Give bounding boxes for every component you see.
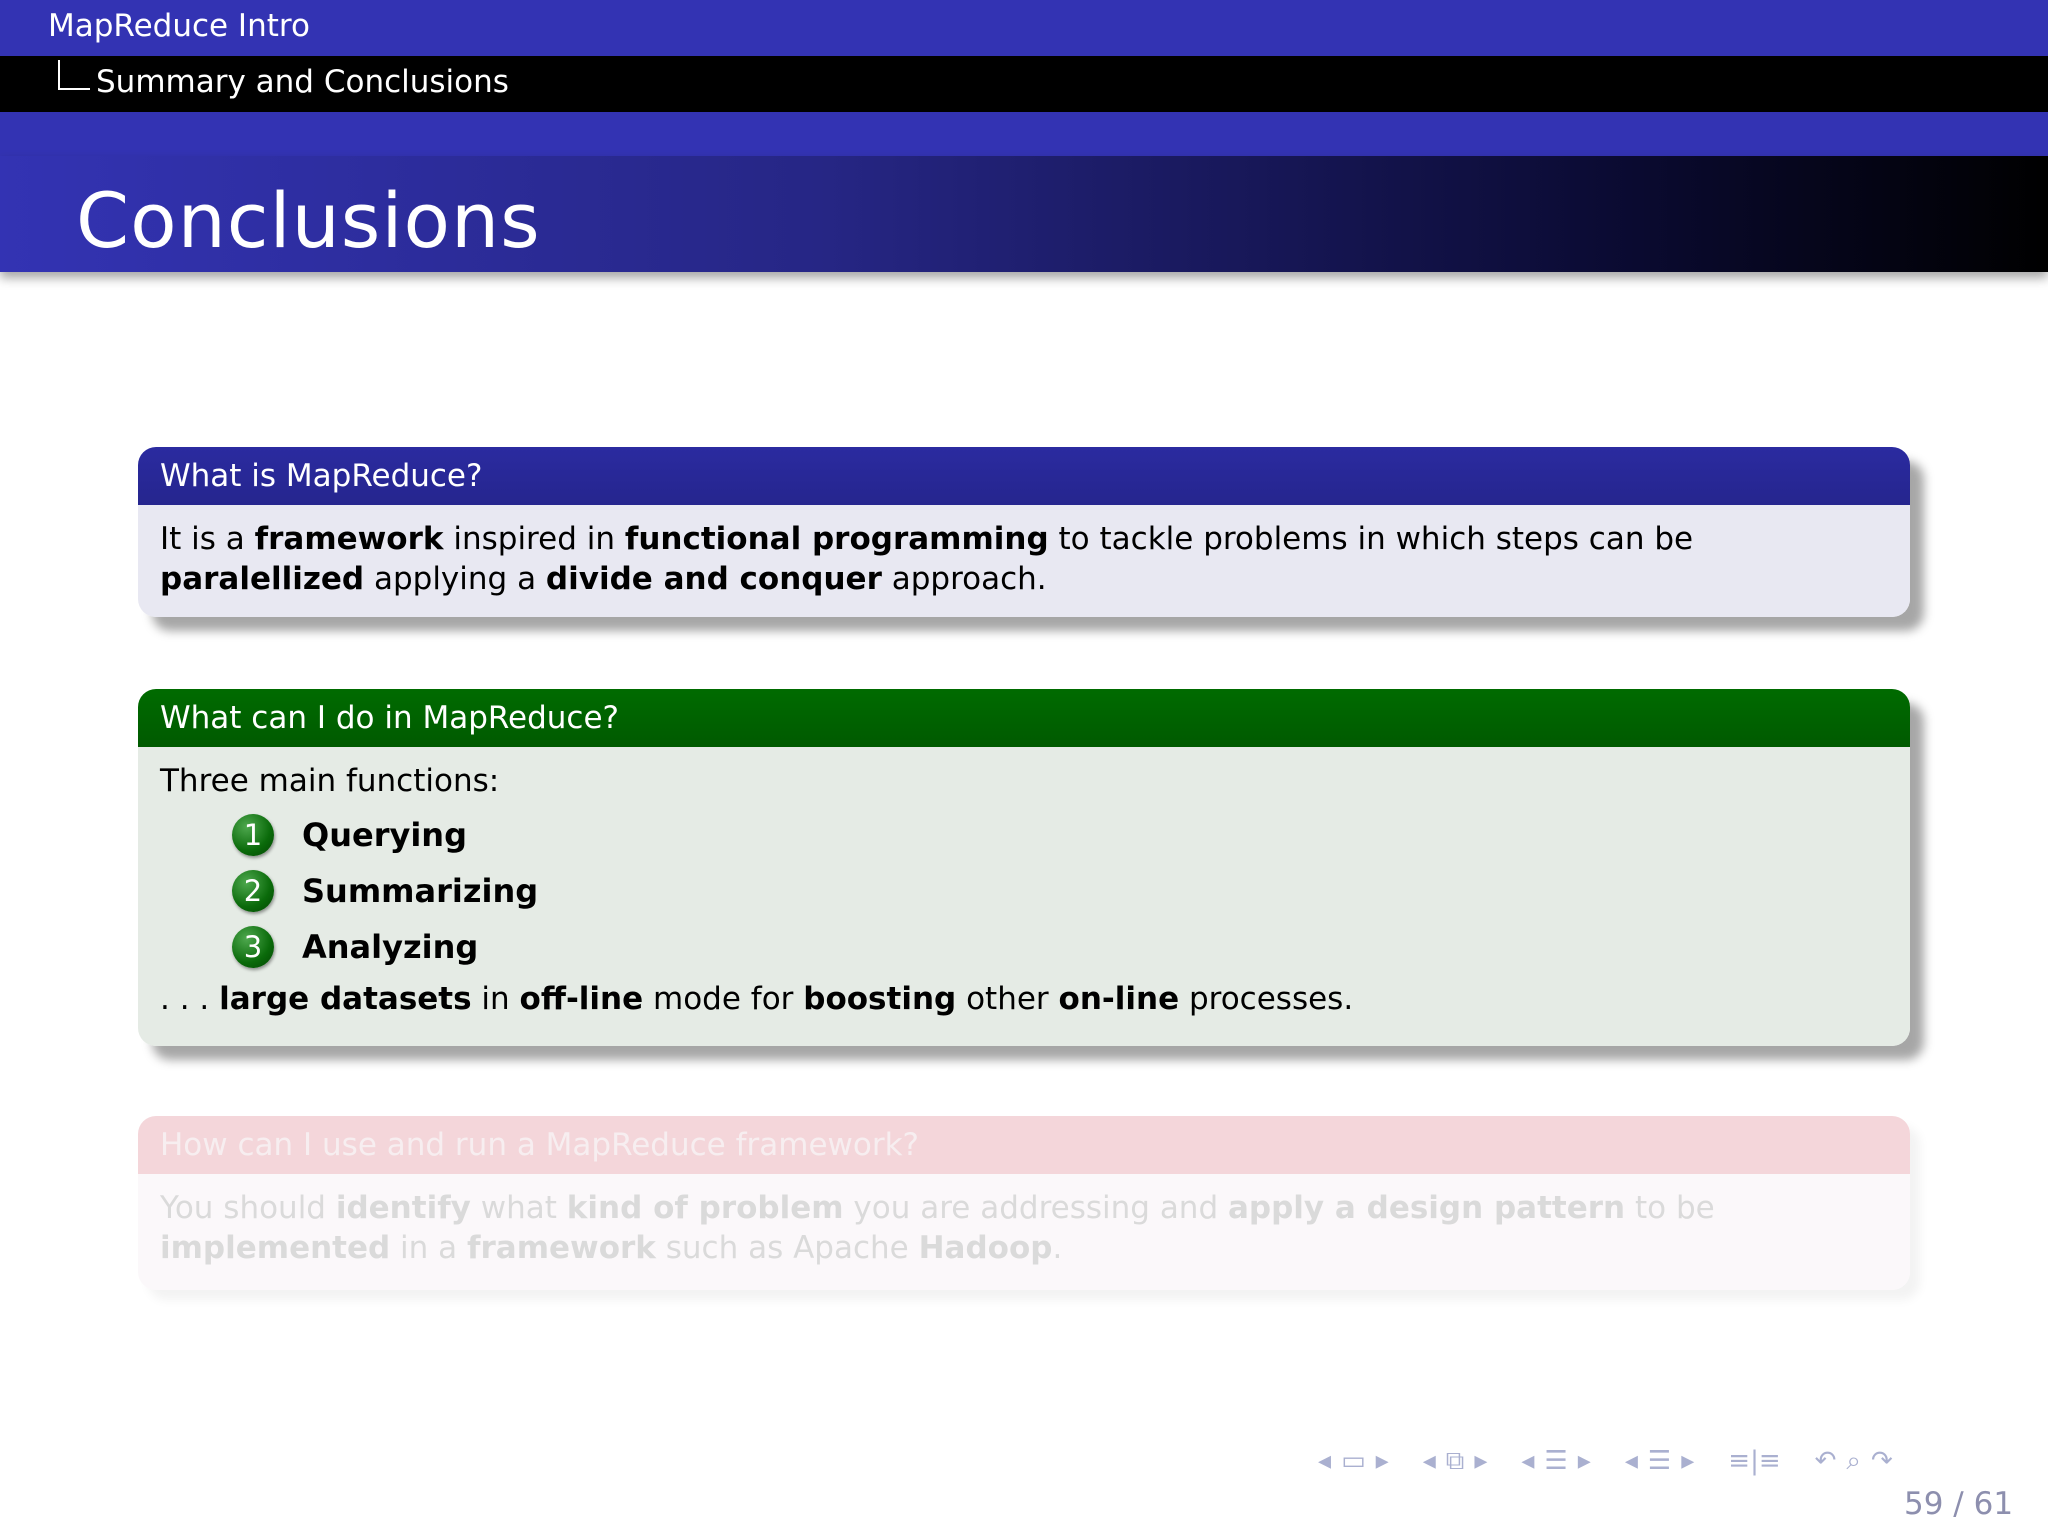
body-text: .: [1052, 1230, 1063, 1266]
subsection-list-icon[interactable]: ☰: [1647, 1446, 1672, 1476]
tree-connector: [58, 60, 90, 90]
block-how-use: [138, 1116, 1910, 1290]
beamer-navigation: [1318, 1444, 2038, 1478]
body-text: to tackle problems in which steps can be: [1048, 521, 1694, 557]
emphasis-text: framework: [254, 521, 444, 557]
body-text: in a: [390, 1230, 468, 1266]
number-badge: 1: [232, 814, 274, 856]
arrow-left-icon[interactable]: ◂: [1422, 1446, 1436, 1476]
arrow-left-icon[interactable]: ◂: [1521, 1446, 1535, 1476]
emphasis-text: framework: [467, 1230, 656, 1266]
block-title: What can I do in MapReduce?: [138, 689, 1910, 747]
subsection-title[interactable]: Summary and Conclusions: [96, 64, 509, 100]
frame-icon[interactable]: ▭: [1341, 1446, 1366, 1476]
emphasis-text: on-line: [1058, 981, 1180, 1017]
header-spacer: [0, 112, 2048, 156]
block-body: [138, 505, 1910, 617]
emphasis-text: boosting: [803, 981, 957, 1017]
frame-title: Conclusions: [76, 176, 541, 265]
header-subsection-bar: [0, 56, 2048, 112]
emphasis-text: identify: [335, 1190, 471, 1226]
emphasis-text: Hadoop: [918, 1230, 1053, 1266]
block-title: What is MapReduce?: [138, 447, 1910, 505]
emphasis-text: off-line: [519, 981, 644, 1017]
body-text: . . .: [160, 981, 220, 1017]
intro-text: Three main functions:: [160, 763, 500, 799]
emphasis-text: large datasets: [219, 981, 472, 1017]
arrow-right-icon[interactable]: ▸: [1577, 1446, 1591, 1476]
block-body: [138, 747, 1910, 1046]
arrow-right-icon[interactable]: ▸: [1681, 1446, 1695, 1476]
align-icon[interactable]: ≡|≡: [1728, 1446, 1781, 1476]
outro-text: [160, 979, 1888, 1019]
arrow-right-icon[interactable]: ▸: [1375, 1446, 1389, 1476]
list-item-label: Analyzing: [302, 928, 479, 966]
list-item: [232, 807, 1888, 863]
body-text: you are addressing and: [843, 1190, 1228, 1226]
body-text: to be: [1625, 1190, 1715, 1226]
block-what-is-mapreduce: [138, 447, 1910, 617]
body-text: applying a: [364, 561, 546, 597]
arrow-right-icon[interactable]: ▸: [1474, 1446, 1488, 1476]
subsection-icon[interactable]: ⧉: [1445, 1445, 1465, 1476]
emphasis-text: kind of problem: [566, 1190, 844, 1226]
list-item-label: Querying: [302, 816, 467, 854]
emphasis-text: functional programming: [624, 521, 1049, 557]
block-what-can-i-do: [138, 689, 1910, 1046]
frame-title-bar: [0, 156, 2048, 272]
number-badge: 3: [232, 926, 274, 968]
arrow-left-icon[interactable]: ◂: [1318, 1446, 1332, 1476]
list-item: [232, 863, 1888, 919]
block-title: How can I use and run a MapReduce framework?: [138, 1116, 1910, 1174]
body-text: It is a: [160, 521, 255, 557]
emphasis-text: apply a design pattern: [1228, 1190, 1626, 1226]
back-icon[interactable]: ↶: [1814, 1446, 1837, 1476]
body-text: processes.: [1179, 981, 1354, 1017]
body-text: You should: [160, 1190, 336, 1226]
header-section-bar: [0, 0, 2048, 56]
emphasis-text: implemented: [160, 1230, 391, 1266]
body-text: other: [956, 981, 1059, 1017]
page-number: 59 / 61: [1904, 1486, 2014, 1522]
block-body: [138, 1174, 1910, 1290]
body-text: what: [470, 1190, 567, 1226]
number-badge: 2: [232, 870, 274, 912]
forward-icon[interactable]: ↷: [1870, 1446, 1893, 1476]
body-text: such as Apache: [655, 1230, 919, 1266]
body-text: mode for: [643, 981, 804, 1017]
list-item-label: Summarizing: [302, 872, 539, 910]
emphasis-text: divide and conquer: [545, 561, 882, 597]
body-text: in: [471, 981, 520, 1017]
list-item: [232, 919, 1888, 975]
emphasis-text: paralellized: [160, 561, 365, 597]
body-text: approach.: [881, 561, 1047, 597]
search-icon[interactable]: ⌕: [1846, 1445, 1861, 1476]
section-icon[interactable]: ☰: [1544, 1446, 1568, 1476]
section-title[interactable]: MapReduce Intro: [48, 8, 310, 44]
body-text: inspired in: [443, 521, 625, 557]
arrow-left-icon[interactable]: ◂: [1624, 1446, 1638, 1476]
